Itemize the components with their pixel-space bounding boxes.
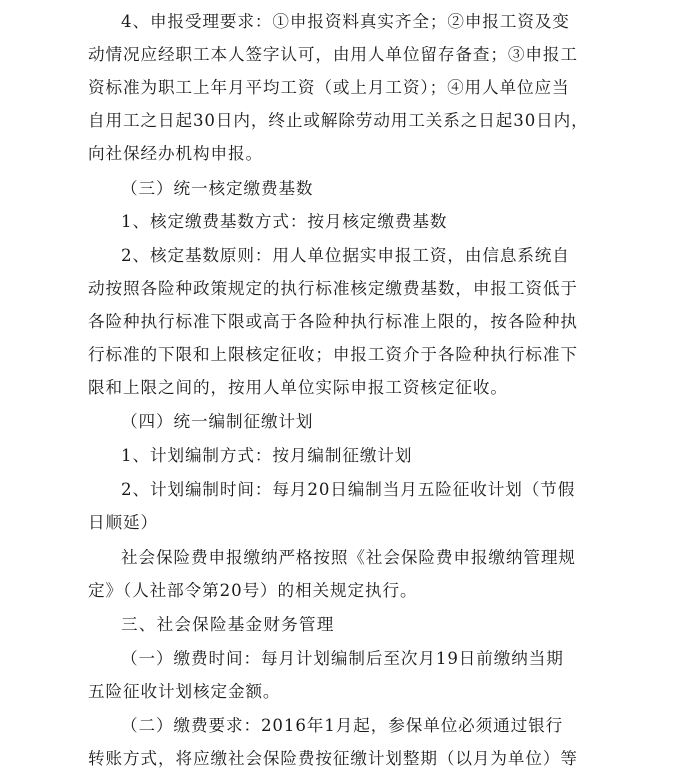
paragraph-line: 动按照各险种政策规定的执行标准核定缴费基数，申报工资低于 <box>88 279 578 298</box>
paragraph-line: 资标准为职工上年月平均工资（或上月工资）；④用人单位应当 <box>88 78 570 97</box>
paragraph-line: 动情况应经职工本人签字认可，由用人单位留存备查；③申报工 <box>88 45 578 64</box>
paragraph-line: 各险种执行标准下限或高于各险种执行标准上限的，按各险种执 <box>88 312 578 331</box>
paragraph-line: 2、计划编制时间：每月20日编制当月五险征收计划（节假 <box>121 480 576 499</box>
chapter-heading: 三、社会保险基金财务管理 <box>121 615 335 634</box>
paragraph-line: 定》（人社部令第20号）的相关规定执行。 <box>88 581 418 600</box>
paragraph-line: （一）缴费时间：每月计划编制后至次月19日前缴纳当期 <box>121 649 564 668</box>
paragraph-line: 转账方式，将应缴社会保险费按征缴计划整期（以月为单位）等 <box>88 749 578 768</box>
paragraph-line: 1、核定缴费基数方式：按月核定缴费基数 <box>121 212 448 231</box>
paragraph-line: 自用工之日起30日内，终止或解除劳动用工关系之日起30日内， <box>88 111 589 130</box>
paragraph-line: 限和上限之间的，按用人单位实际申报工资核定征收。 <box>88 378 508 397</box>
paragraph-line: 行标准的下限和上限核定征收；申报工资介于各险种执行标准下 <box>88 345 578 364</box>
paragraph-line: 2、核定基数原则：用人单位据实申报工资，由信息系统自 <box>121 246 570 265</box>
paragraph-line: 社会保险费申报缴纳严格按照《社会保险费申报缴纳管理规 <box>121 548 576 567</box>
paragraph-line: 向社保经办机构申报。 <box>88 144 263 163</box>
paragraph-line: （二）缴费要求：2016年1月起，参保单位必须通过银行 <box>121 716 564 735</box>
section-heading: （三）统一核定缴费基数 <box>121 179 314 198</box>
paragraph-line: 日顺延） <box>88 513 158 532</box>
paragraph-line: 4、申报受理要求：①申报资料真实齐全；②申报工资及变 <box>121 12 570 31</box>
paragraph-line: 五险征收计划核定金额。 <box>88 682 281 701</box>
paragraph-line: 1、计划编制方式：按月编制征缴计划 <box>121 446 413 465</box>
section-heading: （四）统一编制征缴计划 <box>121 412 314 431</box>
